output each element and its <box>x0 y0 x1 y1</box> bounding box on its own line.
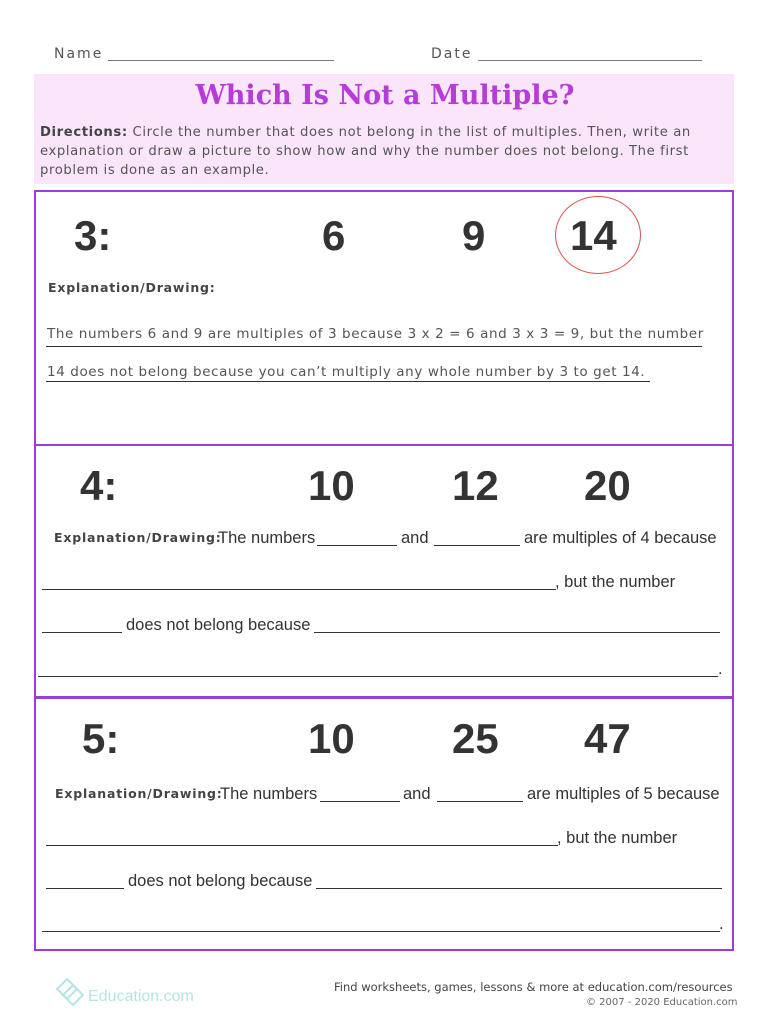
p2-blank-2[interactable] <box>434 545 520 546</box>
p3-the-numbers: The numbers <box>220 785 318 803</box>
problem-1-base: 3: <box>74 212 112 259</box>
p2-blank-4[interactable] <box>42 632 122 633</box>
problem-3-number-2: 25 <box>452 715 499 762</box>
p2-and: and <box>401 529 429 547</box>
p3-blank-2[interactable] <box>437 801 523 802</box>
answer-text-line-1: The numbers 6 and 9 are multiples of 3 because 3 x 2 = 6 and 3 x 3 = 9, but the number <box>47 326 704 342</box>
problem-1-number-2: 9 <box>462 212 486 259</box>
problem-2-number-1: 10 <box>308 462 355 509</box>
p3-but-the-number: , but the number <box>557 829 678 847</box>
p3-period: . <box>719 915 724 933</box>
p3-and: and <box>403 785 431 803</box>
education-logo-icon <box>54 976 86 1008</box>
p3-blank-1[interactable] <box>320 801 400 802</box>
answer-underline-2 <box>46 381 650 382</box>
p2-blank-1[interactable] <box>317 545 397 546</box>
answer-underline-1 <box>46 346 702 347</box>
education-logo-text: Education.com <box>88 988 194 1005</box>
name-line[interactable] <box>108 60 334 61</box>
p3-blank-6[interactable] <box>42 931 720 932</box>
answer-text-line-2: 14 does not belong because you can’t multiply any whole number by 3 to get 14. <box>47 364 646 380</box>
problem-2-number-2: 12 <box>452 462 499 509</box>
explanation-label-2: Explanation/Drawing: <box>54 530 222 545</box>
p2-blank-5[interactable] <box>314 632 720 633</box>
p3-does-not-belong: does not belong because <box>128 872 313 890</box>
date-line[interactable] <box>478 60 702 61</box>
directions-label: Directions: <box>40 125 128 140</box>
directions <box>40 123 730 180</box>
p3-blank-4[interactable] <box>46 888 124 889</box>
problem-1-number-3: 14 <box>570 212 617 259</box>
problem-3-number-1: 10 <box>308 715 355 762</box>
p2-does-not-belong: does not belong because <box>126 616 311 634</box>
problem-1-number-1: 6 <box>322 212 346 259</box>
p2-blank-3[interactable] <box>42 589 556 590</box>
problem-2-number-3: 20 <box>584 462 631 509</box>
explanation-label-3: Explanation/Drawing: <box>55 786 223 801</box>
problem-2-base: 4: <box>80 462 118 509</box>
directions-text: Circle the number that does not belong in the list of multiples. Then, write an explanation or draw a picture to show how and why the number does not belong. The first problem is done as an example. <box>40 125 691 178</box>
p3-blank-3[interactable] <box>46 845 558 846</box>
problem-3-base: 5: <box>82 715 120 762</box>
footer-find-text: Find worksheets, games, lessons & more at education.com/resources <box>334 980 733 994</box>
p2-are-multiples: are multiples of 4 because <box>524 529 717 547</box>
p3-blank-5[interactable] <box>316 888 722 889</box>
problem-3-number-3: 47 <box>584 715 631 762</box>
p2-blank-6[interactable] <box>38 676 718 677</box>
name-label: Name <box>54 46 104 62</box>
p2-period: . <box>718 660 723 678</box>
p2-the-numbers: The numbers <box>218 529 316 547</box>
p2-but-the-number: , but the number <box>555 573 676 591</box>
worksheet-title: Which Is Not a Multiple? <box>195 80 575 111</box>
p3-are-multiples: are multiples of 5 because <box>527 785 720 803</box>
date-label: Date <box>431 46 473 62</box>
explanation-label-1: Explanation/Drawing: <box>48 280 216 295</box>
footer-copyright: © 2007 - 2020 Education.com <box>586 997 738 1008</box>
